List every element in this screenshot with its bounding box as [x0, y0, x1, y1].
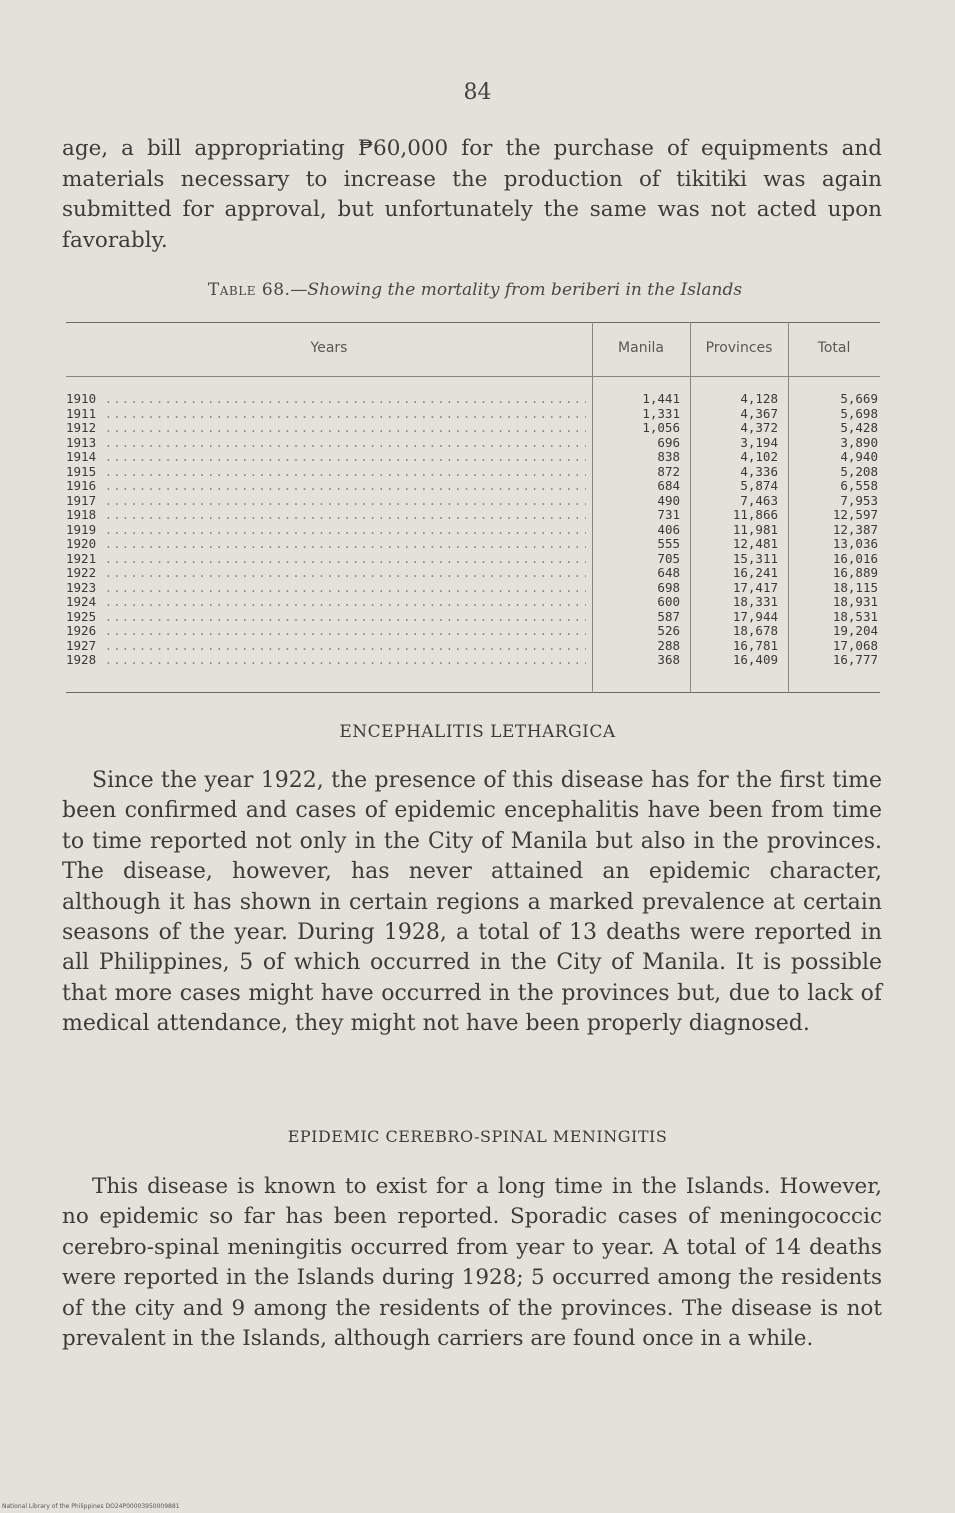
cell-manila: 288: [657, 637, 680, 653]
table-row: [66, 508, 880, 523]
cell-total: 16,777: [832, 652, 878, 667]
table-row: [66, 639, 880, 654]
cell-year: 1912 .....: [66, 421, 586, 436]
cell-manila: 368: [657, 652, 680, 667]
cell-provinces: 4,367: [740, 405, 778, 421]
cell-manila: 696: [657, 434, 680, 450]
cell-total: 5,669: [840, 391, 878, 406]
cell-provinces: 5,874: [740, 478, 778, 493]
cell-provinces: 3,194: [740, 434, 778, 450]
cell-provinces: 4,128: [740, 391, 778, 406]
cell-manila: 600: [657, 594, 680, 609]
page-number: 84: [463, 80, 492, 105]
cell-total: 18,115: [832, 579, 878, 595]
cell-provinces: 4,372: [740, 420, 778, 435]
header-manila: Manila: [618, 340, 664, 356]
cell-provinces: 18,678: [732, 623, 778, 638]
paragraph-meningitis-text: This disease is known to exist for a long time in the Islands. However, no epidemic so far has been reported. Sporadic cases of meningococcic cerebro-spinal meningitis occurred from year to year. A total of 14 deaths were reported in the Islands during 1928; 5 occurred among the residents of the city and 9 among the residents of the provinces. The disease is not prevalent in the Islands, although carriers are found once in a while.: [62, 1174, 882, 1352]
cell-provinces: 11,866: [732, 507, 778, 522]
cell-year: 1915 .....: [66, 465, 586, 480]
table-row: [66, 392, 880, 407]
cell-year: 1910 .....: [66, 392, 586, 407]
table-caption-label: Table 68.: [207, 280, 291, 300]
cell-year: 1927 .....: [66, 639, 586, 654]
cell-manila: 526: [657, 623, 680, 638]
table-caption-text: —Showing the mortality from beriberi in the Islands: [290, 280, 743, 300]
cell-total: 17,068: [832, 637, 878, 653]
cell-year: 1919 .....: [66, 523, 586, 538]
header-total: Total: [817, 340, 851, 356]
cell-provinces: 17,417: [732, 579, 778, 595]
cell-year: 1921 .....: [66, 552, 586, 567]
cell-provinces: 4,102: [740, 449, 778, 464]
table-body: [66, 392, 880, 668]
cell-total: 12,387: [832, 521, 878, 537]
cell-provinces: 7,463: [740, 492, 778, 508]
table-row: [66, 624, 880, 639]
header-years: Years: [310, 340, 348, 356]
table-row: [66, 537, 880, 552]
paragraph-encephalitis-text: Since the year 1922, the presence of this disease has for the first time been confirmed and cases of epidemic encephalitis have been from time to time reported not only in the City of Manila but also in the provinces. The disease, however, has never attained an epidemic character, although it has shown in certain regions a marked prevalence at certain seasons of the year. During 1928, a total of 13 deaths were reported in all Philippines, 5 of which occurred in the City of Manila. It is possible that more cases might have occurred in the provinces but, due to lack of medical attendance, they might not have been properly diagnosed.: [62, 768, 882, 1037]
cell-provinces: 12,481: [732, 536, 778, 551]
header-provinces: Provinces: [705, 340, 773, 356]
cell-manila: 731: [657, 507, 680, 522]
table-bottom-rule: [66, 692, 880, 693]
table-row: [66, 566, 880, 581]
cell-year: 1926 .....: [66, 624, 586, 639]
cell-total: 5,428: [840, 420, 878, 435]
cell-manila: 872: [657, 463, 680, 479]
table-row: [66, 421, 880, 436]
cell-year: 1913 .....: [66, 436, 586, 451]
section-heading-meningitis: EPIDEMIC CEREBRO-SPINAL MENINGITIS: [287, 1127, 668, 1146]
table-caption: [60, 280, 890, 300]
cell-manila: 698: [657, 579, 680, 595]
table-row: [66, 465, 880, 480]
cell-manila: 1,056: [642, 420, 680, 435]
table-top-rule: [66, 322, 880, 323]
cell-provinces: 18,331: [732, 594, 778, 609]
cell-year: 1917 .....: [66, 494, 586, 509]
cell-total: 18,531: [832, 608, 878, 624]
cell-total: 4,940: [840, 449, 878, 464]
table-row: [66, 436, 880, 451]
section-heading-encephalitis: ENCEPHALITIS LETHARGICA: [339, 722, 616, 742]
cell-manila: 684: [657, 478, 680, 493]
cell-total: 16,889: [832, 565, 878, 580]
cell-total: 13,036: [832, 536, 878, 551]
table-row: [66, 479, 880, 494]
cell-provinces: 17,944: [732, 608, 778, 624]
cell-year: 1918 .....: [66, 508, 586, 523]
paragraph-encephalitis: [62, 766, 882, 1040]
cell-manila: 1,331: [642, 405, 680, 421]
table-row: [66, 450, 880, 465]
table-row: [66, 581, 880, 596]
table-row: [66, 595, 880, 610]
table-row: [66, 407, 880, 422]
paragraph-meningitis: [62, 1172, 882, 1354]
cell-manila: 648: [657, 565, 680, 580]
cell-manila: 1,441: [642, 391, 680, 406]
table-row: [66, 610, 880, 625]
cell-year: 1925 .....: [66, 610, 586, 625]
cell-total: 7,953: [840, 492, 878, 508]
cell-manila: 705: [657, 550, 680, 566]
cell-provinces: 16,409: [732, 652, 778, 667]
cell-year: 1928 .....: [66, 653, 586, 668]
cell-manila: 490: [657, 492, 680, 508]
table-row: [66, 494, 880, 509]
cell-provinces: 16,781: [732, 637, 778, 653]
cell-year: 1924 .....: [66, 595, 586, 610]
cell-provinces: 4,336: [740, 463, 778, 479]
cell-total: 5,208: [840, 463, 878, 479]
cell-provinces: 16,241: [732, 565, 778, 580]
table-row: [66, 552, 880, 567]
cell-year: 1916 .....: [66, 479, 586, 494]
cell-year: 1911 .....: [66, 407, 586, 422]
paragraph-continuation: age, a bill appropriating ₱60,000 for the purchase of equipments and materials necessary to increase the production of tikitiki was again submitted for approval, but unfortunately the same was not acted upon favorably.: [62, 136, 882, 253]
cell-year: 1920 .....: [66, 537, 586, 552]
cell-total: 18,931: [832, 594, 878, 609]
cell-total: 19,204: [832, 623, 878, 638]
cell-total: 16,016: [832, 550, 878, 566]
cell-total: 5,698: [840, 405, 878, 421]
cell-provinces: 15,311: [732, 550, 778, 566]
cell-manila: 587: [657, 608, 680, 624]
cell-year: 1923 .....: [66, 581, 586, 596]
cell-provinces: 11,981: [732, 521, 778, 537]
cell-total: 6,558: [840, 478, 878, 493]
table-header-rule: [66, 376, 880, 377]
scan-footer: National Library of the Philippines DO24P00003950009881: [2, 1503, 180, 1510]
table-row: [66, 523, 880, 538]
cell-manila: 406: [657, 521, 680, 537]
cell-total: 12,597: [832, 507, 878, 522]
cell-year: 1922 .....: [66, 566, 586, 581]
table-row: [66, 653, 880, 668]
beriberi-mortality-table: [66, 322, 880, 695]
cell-year: 1914 .....: [66, 450, 586, 465]
cell-total: 3,890: [840, 434, 878, 450]
cell-manila: 838: [657, 449, 680, 464]
cell-manila: 555: [657, 536, 680, 551]
